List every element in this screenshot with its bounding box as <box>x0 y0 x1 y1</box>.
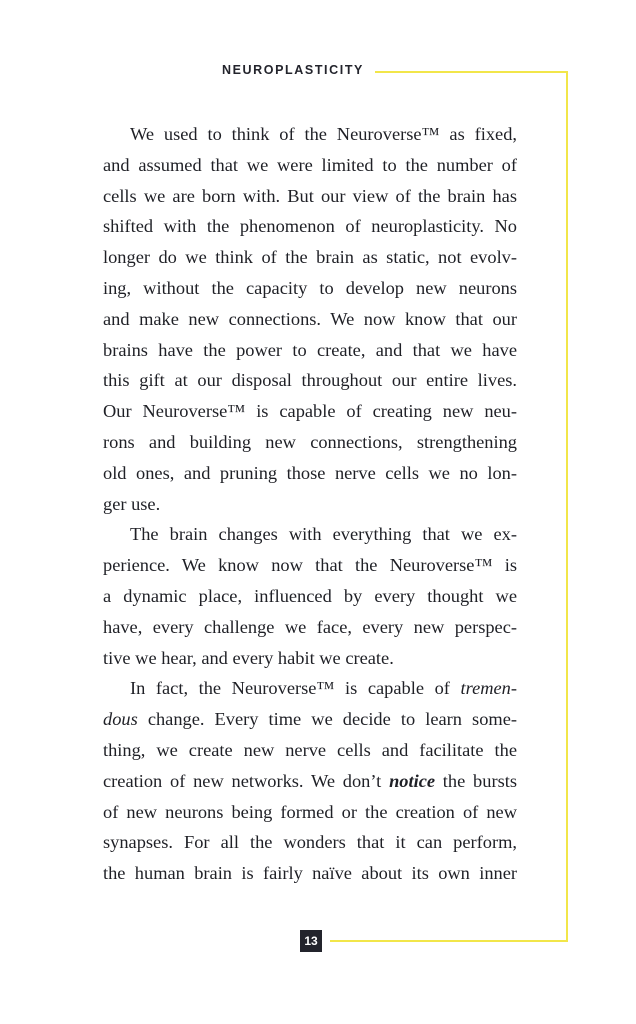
text-line: longer do we think of the brain as static, not evolv- <box>103 247 517 268</box>
text-line: and make new connections. We now know that our <box>103 308 517 329</box>
text-run: change. Every time we decide to learn some- <box>137 709 517 730</box>
text-line: tive we hear, and every habit we create. <box>103 647 394 668</box>
text-line: a dynamic place, influenced by every thought we <box>103 585 517 606</box>
text-line: The brain changes with everything that we ex- <box>130 524 517 545</box>
text-line: synapses. For all the wonders that it can perform, <box>103 832 517 853</box>
text-line <box>103 704 517 735</box>
text-line: Our Neuroverse™ is capable of creating new neu- <box>103 401 517 422</box>
text-line: thing, we create new nerve cells and facilitate the <box>103 739 517 760</box>
chapter-title: NEUROPLASTICITY <box>221 63 364 77</box>
page-number: 13 <box>300 930 322 952</box>
text-line: We used to think of the Neuroverse™ as fixed, <box>130 124 517 144</box>
paragraph-1 <box>103 119 517 519</box>
text-line: old ones, and pruning those nerve cells we no lon- <box>103 462 517 483</box>
frame-top-border <box>375 71 568 73</box>
text-line: ing, without the capacity to develop new neurons <box>103 277 517 298</box>
paragraph-3 <box>103 673 517 889</box>
paragraph-2 <box>103 519 517 673</box>
italic-text: dous <box>103 709 138 730</box>
text-run: the bursts <box>435 770 517 791</box>
text-line: cells we are born with. But our view of the brain has <box>103 185 517 206</box>
text-line: this gift at our disposal throughout our entire lives. <box>103 370 517 391</box>
text-line: shifted with the phenomenon of neuroplasticity. No <box>103 216 517 237</box>
text-line: and assumed that we were limited to the number of <box>103 154 517 175</box>
text-run: creation of new networks. We don’t <box>103 770 390 791</box>
text-line: have, every challenge we face, every new perspec- <box>103 616 517 637</box>
text-line: the human brain is fairly naïve about its own inner <box>103 863 517 884</box>
body-text <box>103 119 517 889</box>
text-line <box>103 766 517 797</box>
frame-right-border <box>566 71 568 942</box>
text-line: perience. We know now that the Neuroverse™ is <box>103 555 517 576</box>
text-line <box>103 673 517 704</box>
text-line: rons and building new connections, strengthening <box>103 431 517 452</box>
text-line: ger use. <box>103 493 161 514</box>
italic-text: tremen- <box>460 678 517 699</box>
text-line: brains have the power to create, and that we have <box>103 339 517 360</box>
text-run: In fact, the Neuroverse™ is capable of <box>130 678 461 699</box>
frame-bottom-border <box>330 940 568 942</box>
text-line: of new neurons being formed or the creation of new <box>103 801 517 822</box>
emphasis-text: notice <box>389 770 436 791</box>
